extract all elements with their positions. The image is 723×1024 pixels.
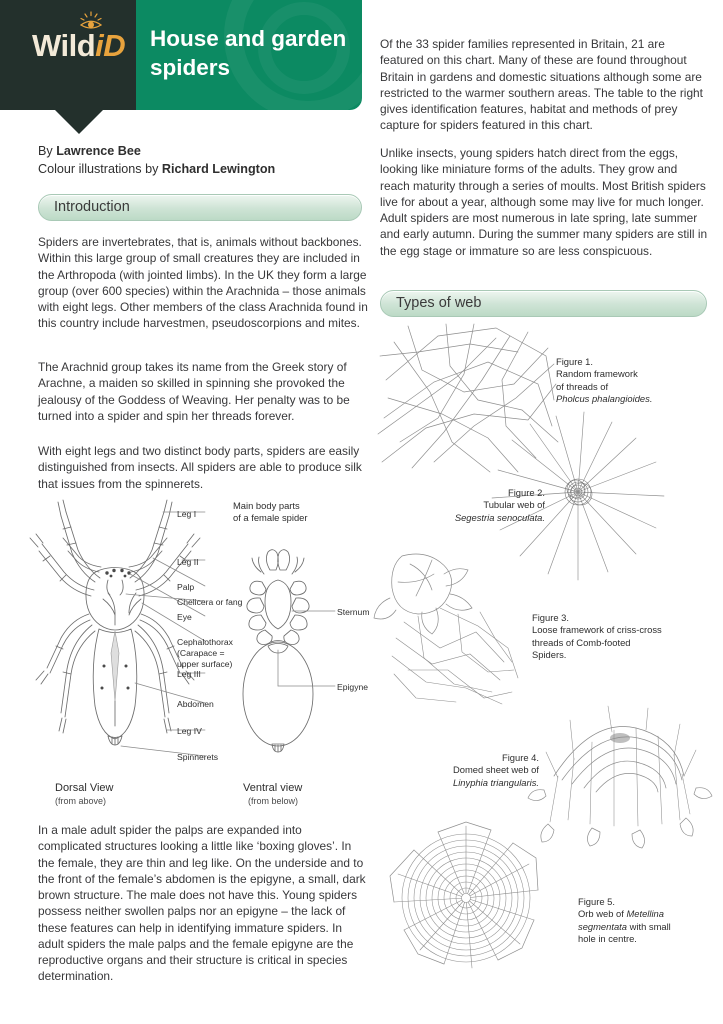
figure-1-line2: of threads of (556, 380, 609, 392)
wildid-logo[interactable] (32, 30, 125, 61)
figure-5-species: Metellina segmentata (578, 908, 664, 932)
section-heading-introduction (38, 194, 362, 221)
anatomy-label-spinnerets: Spinnerets (177, 752, 219, 762)
palps-paragraph: In a male adult spider the palps are expanded into complicated structures looking a little like ‘boxing gloves’. In the female, they are thin and leg like. On the underside and to the front of the female’s abdomen is the epigyne, a small, dark brown structure. The male does not have this. Young spiders possess neither swollen palps nor an epigyne – the lack of these features can help in identifying immature spiders. In adult spiders the male palps and the female epigyne are the reproductive organs and their structure is critical in species determination. (38, 823, 366, 984)
figure-1-number: Figure 1. (556, 356, 593, 367)
anatomy-label-upper-surface: upper surface) (177, 659, 233, 669)
right-paragraph-1: Of the 33 spider families represented in Britain, 21 are featured on this chart. Many of these are found throughout Britain in gardens and domestic situations although some are restricted to the warmer southern areas. The table to the right gives identification features, habitat and methods of prey capture for spiders featured in this chart. (380, 37, 703, 133)
figure-4-number: Figure 4. (502, 752, 539, 763)
figure-3-line2: threads of Comb-footed (532, 636, 631, 648)
figure-4-web (528, 706, 712, 848)
figure-3-caption (532, 612, 662, 662)
anatomy-label-sternum: Sternum (337, 607, 370, 617)
anatomy-heading (233, 500, 353, 524)
page-header (0, 0, 362, 110)
dorsal-view-subcaption: (from above) (55, 796, 107, 806)
figure-3-line1: Loose framework of criss-cross (532, 624, 662, 636)
intro-paragraph-3: With eight legs and two distinct body parts, spiders are easily distinguished from insects. All spiders are able to produce silk that issues from the spinnerets. (38, 444, 362, 491)
section-heading-types-of-web (380, 290, 707, 317)
figure-2-caption (420, 487, 545, 524)
anatomy-label-leg-ii: Leg II (177, 557, 199, 567)
anatomy-label-chelicera: Chelicera or fang (177, 597, 243, 607)
spider-anatomy-diagram (30, 498, 370, 814)
intro-paragraph-1: Spiders are invertebrates, that is, animals without backbones. Within this large group of small creatures they are included in the Arthropoda (with jointed limbs). In the UK they form a large group (over 600 species) within the Arachnida – those animals with eight legs. Other members of the class Arachnida found in this country include harvestmen, pseudoscorpions and mites. (38, 235, 368, 331)
right-paragraph-2: Unlike insects, young spiders hatch direct from the eggs, looking like miniature forms of the adults. They grow and reach maturity through a series of moults. Most British spiders live for about a year, although some may live for much longer. Adult spiders are most numerous in late spring, late summer and early autumn. During the summer many spiders are still in the egg stage or immature so are less conspicuous. (380, 146, 708, 258)
figure-5-line3: hole in centre. (578, 933, 637, 945)
logo-text-wild: Wild (32, 28, 96, 63)
figure-3-line3: Spiders. (532, 649, 567, 661)
figure-3-number: Figure 3. (532, 612, 569, 623)
byline-author-prefix: By (38, 144, 57, 158)
byline (38, 142, 275, 179)
byline-author: Lawrence Bee (56, 144, 141, 158)
byline-illustrator: Richard Lewington (161, 162, 276, 177)
anatomy-label-abdomen: Abdomen (177, 699, 214, 709)
figure-2-species: Segestria senoculata. (454, 511, 545, 523)
figure-5-line2: with small (627, 920, 671, 932)
anatomy-label-leg-iv: Leg IV (177, 726, 202, 736)
anatomy-label-carapace: (Carapace = (177, 648, 225, 658)
anatomy-heading-line2: of a female spider (233, 512, 308, 524)
byline-author-line (38, 142, 275, 160)
anatomy-label-leg-i: Leg I (177, 509, 197, 519)
anatomy-label-eye: Eye (177, 612, 192, 622)
anatomy-label-epigyne: Epigyne (337, 682, 369, 692)
figure-5-number: Figure 5. (578, 896, 615, 907)
figure-1-caption (556, 356, 652, 406)
figure-1-line1: Random framework (556, 368, 638, 380)
figure-5-caption (578, 896, 708, 946)
anatomy-label-palp: Palp (177, 582, 195, 592)
figure-1-species: Pholcus phalangioides. (556, 393, 653, 405)
figure-2-number: Figure 2. (508, 487, 545, 498)
anatomy-label-cephalothorax: Cephalothorax (177, 637, 233, 647)
logo-panel-notch (55, 110, 103, 134)
figure-3-web (374, 554, 518, 704)
ventral-view-caption: Ventral view (243, 782, 303, 794)
figure-4-caption (405, 752, 539, 789)
figure-1-web (378, 324, 558, 472)
figure-4-species: Linyphia triangularis. (453, 776, 539, 788)
anatomy-label-leg-iii: Leg III (177, 669, 201, 679)
page-title: House and garden spiders (150, 26, 347, 80)
section-heading-introduction-label: Introduction (54, 199, 130, 215)
byline-illustrator-line (38, 160, 275, 178)
byline-illustrator-prefix: Colour illustrations by (38, 162, 162, 177)
figure-5-line1: Orb web of (578, 908, 627, 920)
figure-4-line1: Domed sheet web of (453, 764, 539, 776)
figure-5-web (390, 822, 538, 968)
figure-2-line1: Tubular web of (483, 499, 545, 511)
section-heading-types-of-web-label: Types of web (396, 295, 482, 311)
anatomy-heading-line1: Main body parts (233, 500, 300, 511)
logo-text-id: iD (95, 28, 126, 63)
intro-paragraph-2: The Arachnid group takes its name from the Greek story of Arachne, a maiden so skilled in spinning she provoked the jealousy of the Goddess of Weaving. Her penalty was to be turned into a spider and spin her threads forever. (38, 360, 350, 423)
ventral-view-subcaption: (from below) (248, 796, 299, 806)
dorsal-view-caption: Dorsal View (55, 782, 114, 794)
